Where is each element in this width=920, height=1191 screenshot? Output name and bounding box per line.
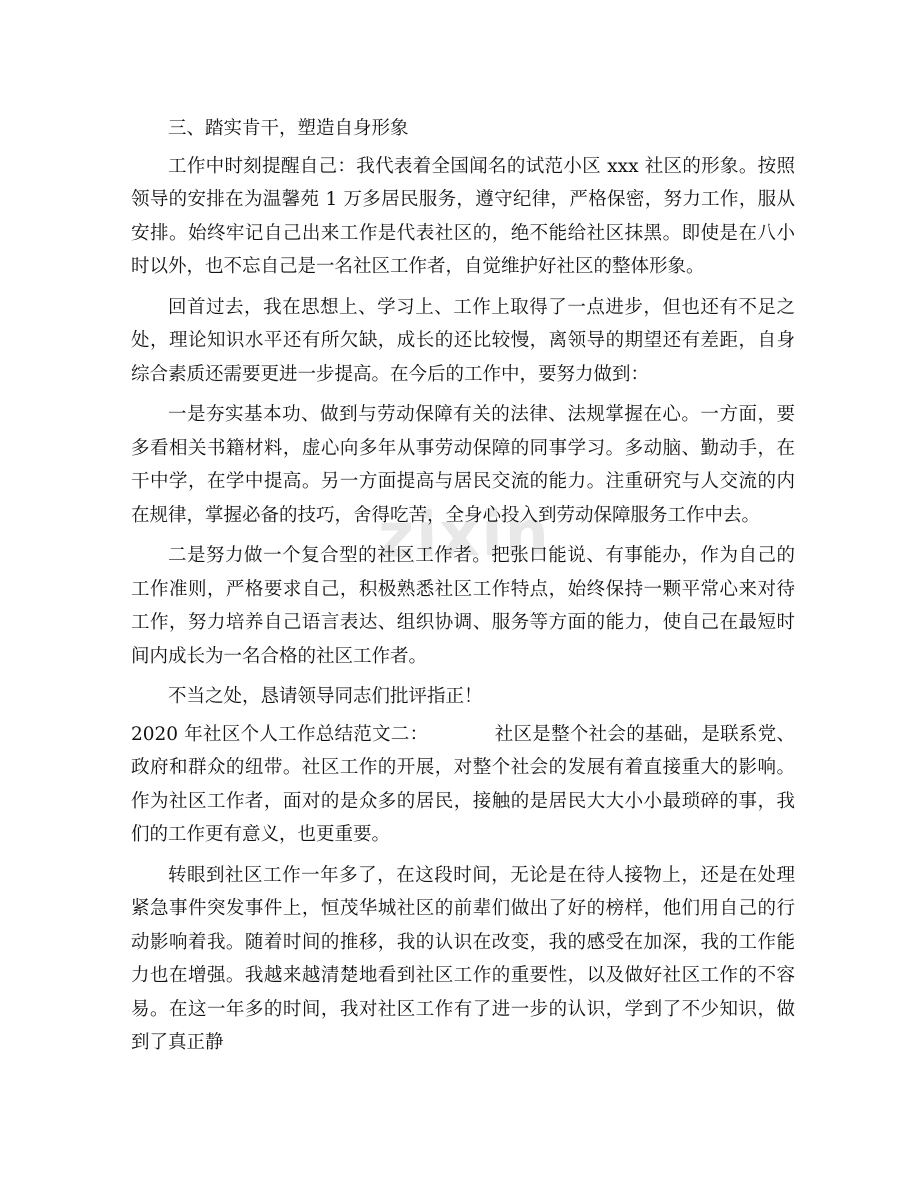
paragraph-4: 二是努力做一个复合型的社区工作者。把张口能说、有事能办，作为自己的工作准则，严格要求自己，积极熟悉社区工作特点，始终保持一颗平常心来对待工作，努力培养自己语言表达、组织协调、服务等方面的能力，使自己在最短时间内成长为一名合格的社区工作者。 (131, 545, 795, 667)
section-two-intro: 社区是整个社会的基础，是联系党、政府和群众的纽带。社区工作的开展，对整个社会的发展有着直接重大的影响。作为社区工作者，面对的是众多的居民，接触的是居民大大小小最琐碎的事，我们的工作更有意义，也更重要。 (131, 723, 795, 845)
paragraph-3: 一是夯实基本功、做到与劳动保障有关的法律、法规掌握在心。一方面，要多看相关书籍材料，虚心向多年从事劳动保障的同事学习。多动脑、勤动手，在干中学，在学中提高。另一方面提高与居民交流的能力。注重研究与人交流的内在规律，掌握必备的技巧，舍得吃苦，全身心投入到劳动保障服务工作中去。 (131, 404, 795, 526)
final-paragraph: 转眼到社区工作一年多了，在这段时间，无论是在待人接物上，还是在处理紧急事件突发事件上，恒茂华城社区的前辈们做出了好的榜样，他们用自己的行动影响着我。随着时间的推移，我的认识在改变，我的感受在加深，我的工作能力也在增强。我越来越清楚地看到社区工作的重要性，以及做好社区工作的不容易。在这一年多的时间，我对社区工作有了进一步的认识，学到了不少知识，做到了真正静 (131, 864, 795, 1053)
paragraph-5: 不当之处，恳请领导同志们批评指正！ (168, 686, 483, 707)
section-two-block (131, 718, 795, 852)
document-body (131, 112, 795, 1060)
paragraph-1: 工作中时刻提醒自己：我代表着全国闻名的试范小区 xxx 社区的形象。按照领导的安排在为温馨苑 1 万多居民服务，遵守纪律，严格保密，努力工作，服从安排。始终牢记自己出来工作是代表社区的，绝不能给社区抹黑。即使是在八小时以外，也不忘自己是一名社区工作者，自觉维护好社区的整体形象。 (131, 155, 795, 277)
watermark-logo: zixin (377, 495, 552, 572)
section-two-title: 2020 年社区个人工作总结范文二： (131, 723, 429, 745)
section-heading: 三、踏实肯干，塑造自身形象 (168, 118, 409, 139)
paragraph-2: 回首过去，我在思想上、学习上、工作上取得了一点进步，但也还有不足之处，理论知识水平还有所欠缺，成长的还比较慢，离领导的期望还有差距，自身综合素质还需要更进一步提高。在今后的工作中，要努力做到： (131, 296, 795, 385)
